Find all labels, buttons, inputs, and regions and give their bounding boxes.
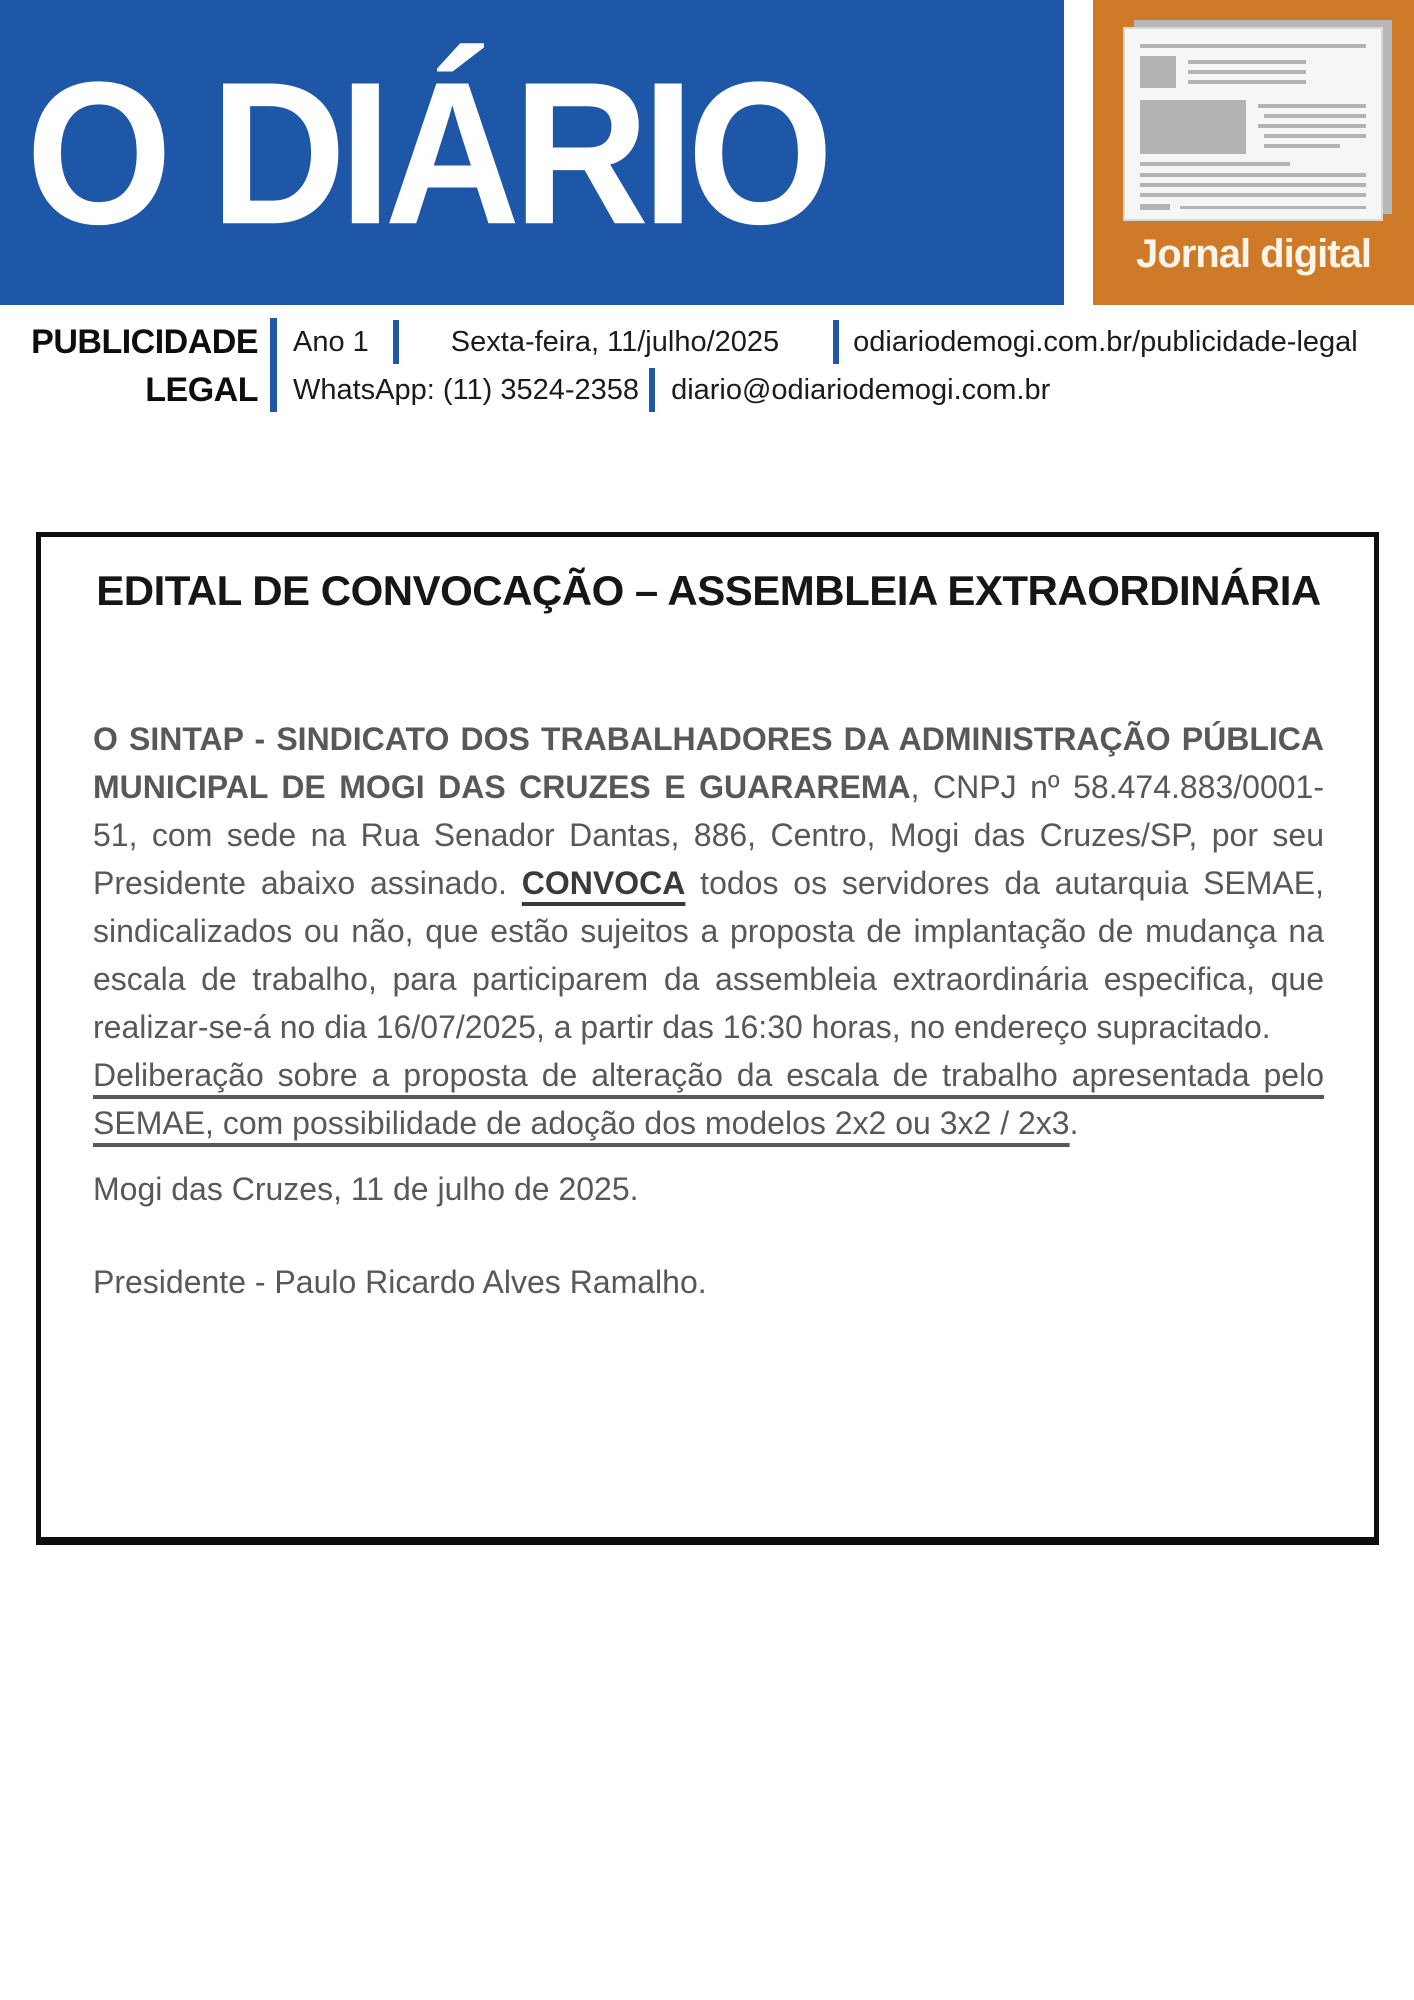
whatsapp-contact: WhatsApp: (11) 3524-2358 xyxy=(293,373,640,406)
convoca-keyword: CONVOCA xyxy=(521,865,686,901)
notice-title: EDITAL DE CONVOCAÇÃO – ASSEMBLEIA EXTRAORDINÁRIA xyxy=(96,567,1321,614)
notice-signature: Presidente - Paulo Ricardo Alves Ramalho. xyxy=(93,1264,707,1300)
deliberation-underlined-text: Deliberação sobre a proposta de alteração da escala de trabalho apresentada pelo SEMAE, com possibilidade de adoção dos modelos 2x2 ou 3x2 / 2x3 xyxy=(93,1057,1324,1141)
notice-text-rest: todos os servidores da autarquia SEMAE, sindicalizados ou não, que estão sujeitos a proposta de implantação de mudança na escala de trabalho, para participarem da assembleia extraordinária especifica, que realizar-se-á no dia 16/07/2025, a partir das 16:30 horas, no endereço supracitado. xyxy=(93,865,1325,1045)
notice-body xyxy=(93,715,1324,1051)
newspaper-logo: O DIÁRIO xyxy=(26,39,827,266)
email-contact: diario@odiariodemogi.com.br xyxy=(671,373,1051,406)
publication-url: odiariodemogi.com.br/publicidade-legal xyxy=(853,325,1358,358)
notice-org-name: O SINTAP - SINDICATO DOS TRABALHADORES DA ADMINISTRAÇÃO PÚBLICA MUNICIPAL DE MOGI DAS CRUZES E GUARAREMA xyxy=(93,721,1324,805)
edition-label: Ano 1 xyxy=(293,325,369,358)
digital-edition-badge xyxy=(1093,0,1414,305)
masthead-banner xyxy=(0,0,1064,305)
divider-bar xyxy=(393,320,399,364)
divider-bar xyxy=(270,318,277,412)
newspaper-icon xyxy=(1116,20,1392,224)
deliberation-period: . xyxy=(1069,1105,1079,1141)
issue-date: Sexta-feira, 11/julho/2025 xyxy=(450,325,780,358)
meta-row-2 xyxy=(293,366,1358,414)
badge-label: Jornal digital xyxy=(1136,232,1371,276)
divider-bar xyxy=(649,368,655,412)
deliberation-paragraph xyxy=(93,1051,1324,1147)
meta-row-1 xyxy=(293,318,1358,366)
meta-rows xyxy=(293,318,1358,414)
notice-date-line: Mogi das Cruzes, 11 de julho de 2025. xyxy=(93,1171,639,1207)
legal-notice-box xyxy=(36,532,1379,1545)
section-label-line1: PUBLICIDADE xyxy=(31,323,258,361)
publication-meta xyxy=(8,318,1408,414)
divider-bar xyxy=(833,320,839,364)
notice-text-cnpj: , CNPJ nº 58.474.883/0001-51, com sede na Rua Senador Dantas, 886, Centro, Mogi das Cruzes/SP, por seu Presidente abaixo assinado. xyxy=(93,769,1325,901)
section-label xyxy=(8,318,258,414)
section-label-line2: LEGAL xyxy=(145,371,258,409)
